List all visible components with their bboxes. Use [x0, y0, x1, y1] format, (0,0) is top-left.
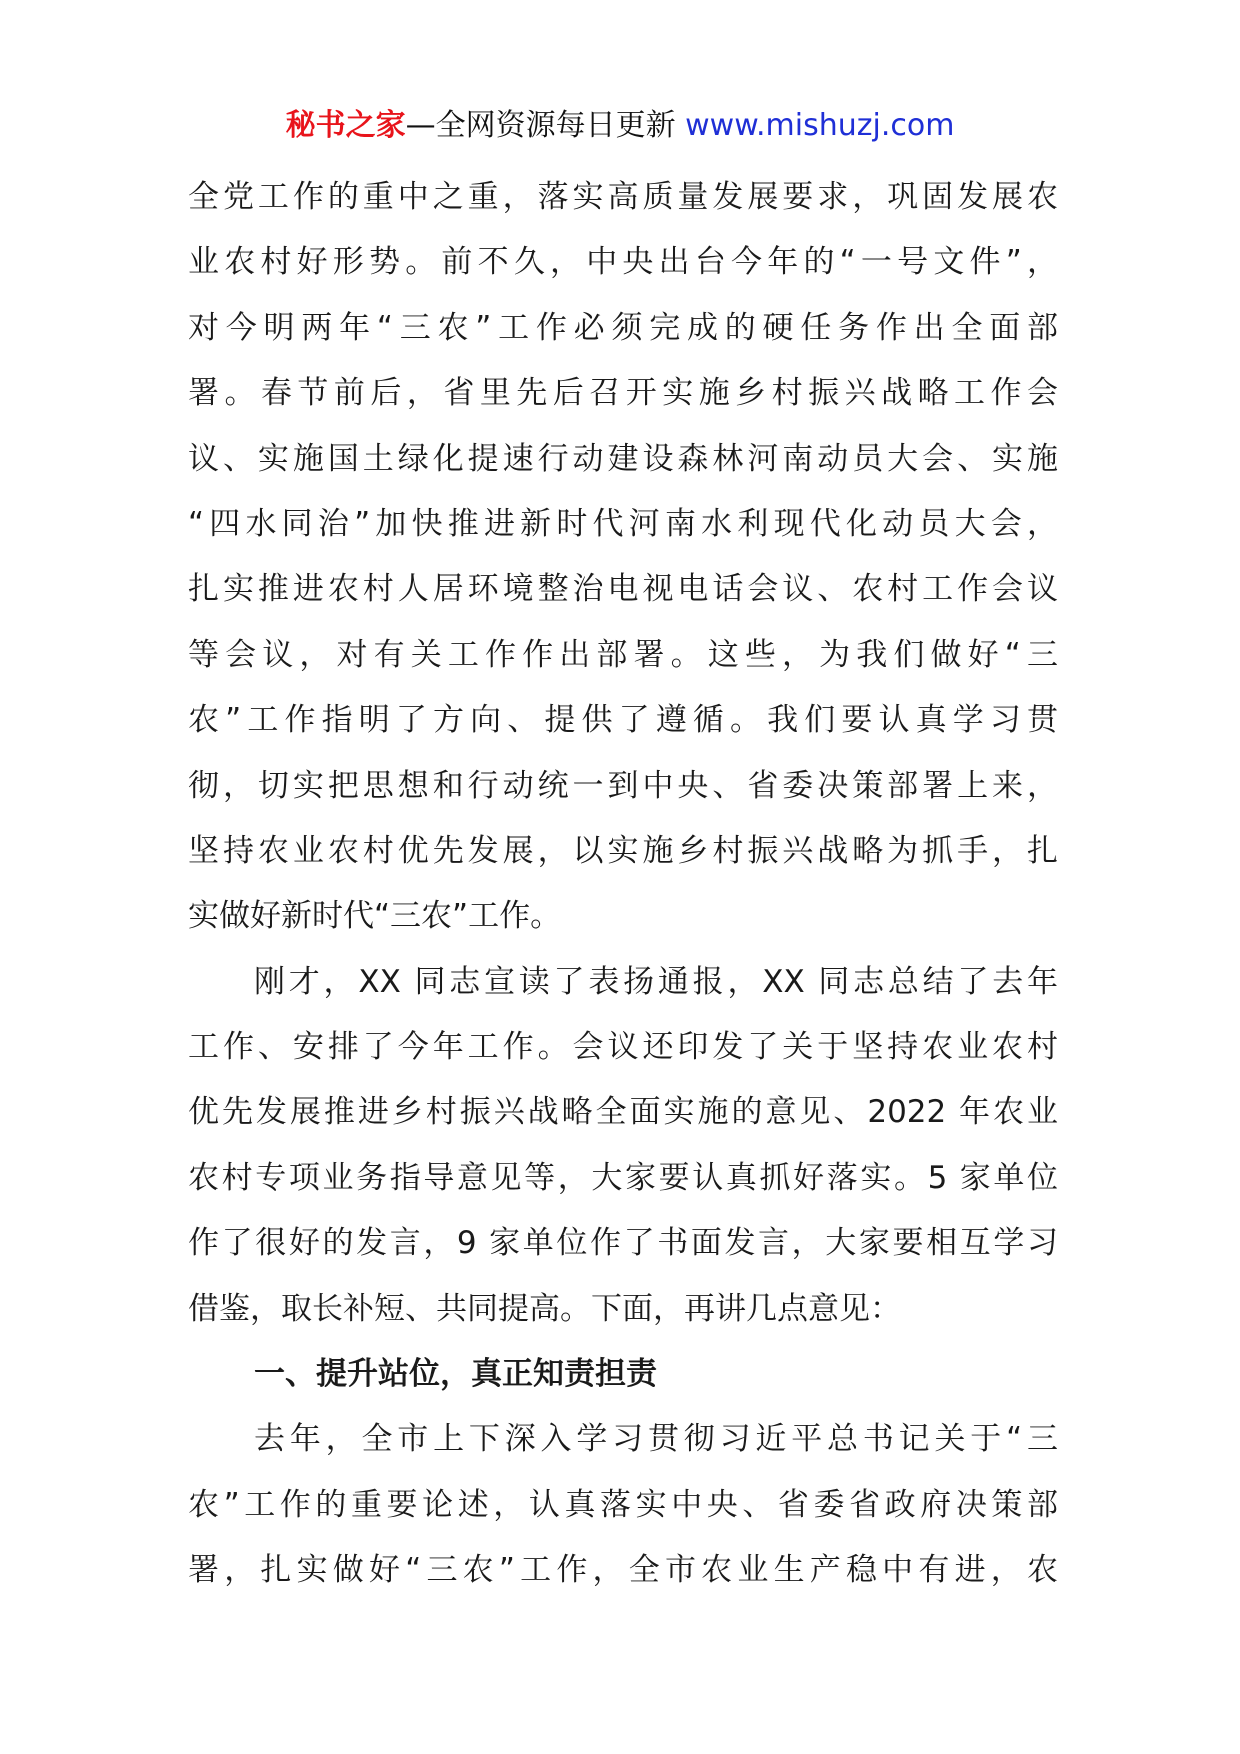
text-line: 全党工作的重中之重，落实高质量发展要求，巩固发展农 — [188, 179, 1058, 215]
page-header — [0, 104, 1240, 148]
paragraph-first-line: 去年，全市上下深入学习贯彻习近平总书记关于“三 — [254, 1421, 1058, 1458]
text-line: 工作、安排了今年工作。会议还印发了关于坚持农业农村 — [188, 1029, 1058, 1066]
text-line: 议、实施国土绿化提速行动建设森林河南动员大会、实施 — [188, 440, 1058, 477]
text-line: “四水同治”加快推进新时代河南水利现代化动员大会， — [188, 505, 1058, 542]
text-line: 作了很好的发言，9 家单位作了书面发言，大家要相互学习 — [188, 1225, 1058, 1262]
brand-name: 秘书之家 — [285, 108, 406, 143]
text-line: 对今明两年“三农”工作必须完成的硬任务作出全面部 — [188, 309, 1058, 346]
text-line: 优先发展推进乡村振兴战略全面实施的意见、2022 年农业 — [188, 1094, 1058, 1131]
text-line: 等会议，对有关工作作出部署。这些，为我们做好“三 — [188, 636, 1058, 673]
header-tagline: —全网资源每日更新 — [405, 108, 686, 143]
text-line: 农”工作指明了方向、提供了遵循。我们要认真学习贯 — [188, 702, 1058, 739]
section-heading: 一、提升站位，真正知责担责 — [254, 1356, 657, 1393]
text-line: 扎实推进农村人居环境整治电视电话会议、农村工作会议 — [188, 571, 1058, 608]
text-line: 业农村好形势。前不久，中央出台今年的“一号文件”， — [188, 244, 1058, 281]
text-line: 实做好新时代“三农”工作。 — [188, 898, 562, 935]
document-body — [188, 165, 1058, 1604]
text-line: 借鉴，取长补短、共同提高。下面，再讲几点意见： — [188, 1290, 901, 1327]
text-line: 署。春节前后，省里先后召开实施乡村振兴战略工作会 — [188, 375, 1058, 412]
text-line: 署，扎实做好“三农”工作，全市农业生产稳中有进，农 — [188, 1552, 1058, 1589]
paragraph-first-line: 刚才，XX 同志宣读了表扬通报，XX 同志总结了去年 — [254, 963, 1058, 1000]
text-line: 农”工作的重要论述，认真落实中央、省委省政府决策部 — [188, 1486, 1058, 1523]
text-line: 坚持农业农村优先发展，以实施乡村振兴战略为抓手，扎 — [188, 832, 1058, 869]
text-line: 彻，切实把思想和行动统一到中央、省委决策部署上来， — [188, 767, 1058, 804]
text-line: 农村专项业务指导意见等，大家要认真抓好落实。5 家单位 — [188, 1159, 1058, 1196]
site-url-link[interactable]: www.mishuzj.com — [685, 108, 955, 143]
